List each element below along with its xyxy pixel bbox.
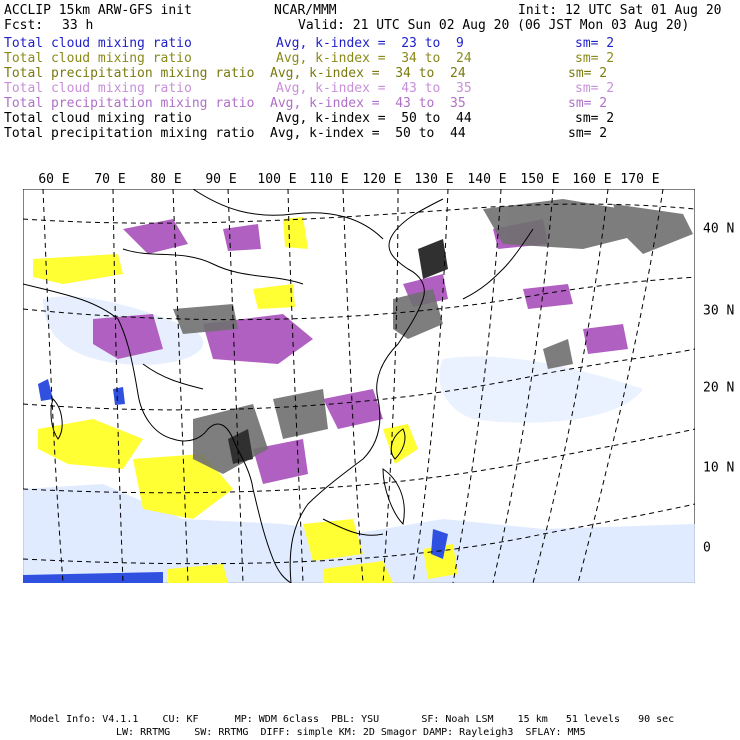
legend-field: Total cloud mixing ratio bbox=[4, 111, 192, 126]
organization: NCAR/MMM bbox=[274, 3, 337, 18]
lon-label: 100 E bbox=[257, 172, 297, 187]
legend-sm: sm= 2 bbox=[575, 36, 615, 51]
lon-label: 80 E bbox=[150, 172, 182, 187]
legend-avg: Avg, k-index = 34 to 24 bbox=[276, 51, 472, 66]
legend-avg: Avg, k-index = 23 to 9 bbox=[276, 36, 464, 51]
legend-field: Total cloud mixing ratio bbox=[4, 51, 192, 66]
legend-avg: Avg, k-index = 43 to 35 bbox=[276, 81, 472, 96]
init-time: Init: 12 UTC Sat 01 Aug 20 bbox=[518, 3, 722, 18]
legend-field: Total cloud mixing ratio bbox=[4, 81, 192, 96]
legend-sm: sm= 2 bbox=[575, 81, 615, 96]
lon-label: 60 E bbox=[38, 172, 70, 187]
legend-sm: sm= 2 bbox=[568, 66, 608, 81]
legend-field: Total cloud mixing ratio bbox=[4, 36, 192, 51]
legend-field: Total precipitation mixing ratio bbox=[4, 126, 255, 141]
lon-label: 170 E bbox=[620, 172, 660, 187]
model-info-line1: Model Info: V4.1.1 CU: KF MP: WDM 6class PBL: YSU SF: Noah LSM 15 km 51 levels 90 sec bbox=[30, 714, 675, 725]
forecast-map bbox=[23, 189, 695, 583]
lat-label: 0 bbox=[703, 540, 711, 556]
model-info-line2: LW: RRTMG SW: RRTMG DIFF: simple KM: 2D Smagor DAMP: Rayleigh3 SFLAY: MM5 bbox=[116, 727, 586, 738]
lat-label: 30 N bbox=[703, 303, 735, 319]
lon-label: 150 E bbox=[520, 172, 560, 187]
legend-sm: sm= 2 bbox=[568, 96, 608, 111]
legend-sm: sm= 2 bbox=[575, 111, 615, 126]
lon-label: 160 E bbox=[572, 172, 612, 187]
lon-label: 110 E bbox=[309, 172, 349, 187]
lat-label: 20 N bbox=[703, 380, 735, 396]
legend-avg: Avg, k-index = 34 to 24 bbox=[270, 66, 466, 81]
forecast-hours: 33 h bbox=[62, 18, 94, 33]
legend-avg: Avg, k-index = 43 to 35 bbox=[270, 96, 466, 111]
lat-label: 40 N bbox=[703, 221, 735, 237]
forecast-label: Fcst: bbox=[4, 18, 44, 33]
lat-label: 10 N bbox=[703, 460, 735, 476]
model-title: ACCLIP 15km ARW-GFS init bbox=[4, 3, 192, 18]
legend-sm: sm= 2 bbox=[575, 51, 615, 66]
lon-label: 120 E bbox=[362, 172, 402, 187]
legend-field: Total precipitation mixing ratio bbox=[4, 96, 255, 111]
legend-sm: sm= 2 bbox=[568, 126, 608, 141]
legend-field: Total precipitation mixing ratio bbox=[4, 66, 255, 81]
lon-label: 70 E bbox=[94, 172, 126, 187]
lon-label: 90 E bbox=[205, 172, 237, 187]
valid-time: Valid: 21 UTC Sun 02 Aug 20 (06 JST Mon 03 Aug 20) bbox=[298, 18, 690, 33]
lon-label: 140 E bbox=[467, 172, 507, 187]
legend-avg: Avg, k-index = 50 to 44 bbox=[270, 126, 466, 141]
legend-avg: Avg, k-index = 50 to 44 bbox=[276, 111, 472, 126]
lon-label: 130 E bbox=[414, 172, 454, 187]
